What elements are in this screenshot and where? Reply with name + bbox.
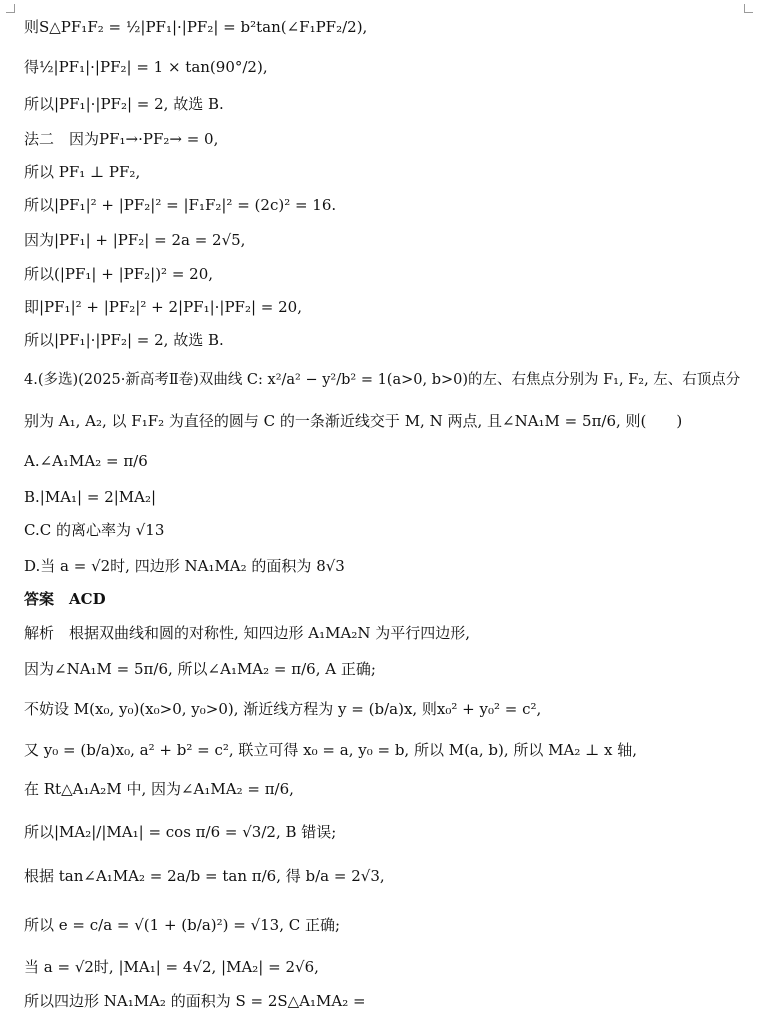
option-d: D.当 a = √2时, 四边形 NA₁MA₂ 的面积为 8√3 <box>24 557 345 575</box>
text-line-7: 因为|PF₁| + |PF₂| = 2a = 2√5, <box>24 231 246 249</box>
analysis-line-6: 所以|MA₂|/|MA₁| = cos π/6 = √3/2, B 错误; <box>24 823 337 841</box>
analysis-line-7: 根据 tan∠A₁MA₂ = 2a/b = tan π/6, 得 b/a = 2√3, <box>24 867 385 885</box>
corner-mark-top-left <box>6 4 15 13</box>
option-b: B.|MA₁| = 2|MA₂| <box>24 488 157 506</box>
analysis-line-8: 所以 e = c/a = √(1 + (b/a)²) = √13, C 正确; <box>24 916 341 934</box>
corner-mark-top-right <box>744 4 753 13</box>
analysis-line-3: 不妨设 M(x₀, y₀)(x₀>0, y₀>0), 渐近线方程为 y = (b/a)x, 则x₀² + y₀² = c², <box>24 700 542 718</box>
analysis-line-9: 当 a = √2时, |MA₁| = 4√2, |MA₂| = 2√6, <box>24 958 319 976</box>
text-line-5: 所以 PF₁ ⊥ PF₂, <box>24 163 141 181</box>
option-a: A.∠A₁MA₂ = π/6 <box>24 452 148 470</box>
question-4-stem-line-2: 别为 A₁, A₂, 以 F₁F₂ 为直径的圆与 C 的一条渐近线交于 M, N 两点, 且∠NA₁M = 5π/6, 则( ) <box>24 412 683 430</box>
analysis-line-10: 所以四边形 NA₁MA₂ 的面积为 S = 2S△A₁MA₂ = <box>24 992 366 1010</box>
text-line-2: 得½|PF₁|·|PF₂| = 1 × tan(90°/2), <box>24 58 268 76</box>
text-line-10: 所以|PF₁|·|PF₂| = 2, 故选 B. <box>24 331 224 349</box>
analysis-line-4: 又 y₀ = (b/a)x₀, a² + b² = c², 联立可得 x₀ = a, y₀ = b, 所以 M(a, b), 所以 MA₂ ⊥ x 轴, <box>24 741 638 759</box>
analysis-line-2: 因为∠NA₁M = 5π/6, 所以∠A₁MA₂ = π/6, A 正确; <box>24 660 376 678</box>
text-line-1: 则S△PF₁F₂ = ½|PF₁|·|PF₂| = b²tan(∠F₁PF₂/2), <box>24 18 368 36</box>
analysis-line-5: 在 Rt△A₁A₂M 中, 因为∠A₁MA₂ = π/6, <box>24 780 294 798</box>
answer-line: 答案 ACD <box>24 590 106 608</box>
text-line-8: 所以(|PF₁| + |PF₂|)² = 20, <box>24 265 214 283</box>
analysis-line-1: 解析 根据双曲线和圆的对称性, 知四边形 A₁MA₂N 为平行四边形, <box>24 624 471 642</box>
text-line-3: 所以|PF₁|·|PF₂| = 2, 故选 B. <box>24 95 224 113</box>
method-two-heading: 法二 因为PF₁→·PF₂→ = 0, <box>24 130 219 148</box>
option-c: C.C 的离心率为 √13 <box>24 521 165 539</box>
question-4-stem-line-1: 4.(多选)(2025·新高考Ⅱ卷)双曲线 C: x²/a² − y²/b² = 1(a>0, b>0)的左、右焦点分别为 F₁, F₂, 左、右顶点分 <box>24 372 741 388</box>
text-line-6: 所以|PF₁|² + |PF₂|² = |F₁F₂|² = (2c)² = 16. <box>24 196 337 214</box>
text-line-9: 即|PF₁|² + |PF₂|² + 2|PF₁|·|PF₂| = 20, <box>24 298 302 316</box>
